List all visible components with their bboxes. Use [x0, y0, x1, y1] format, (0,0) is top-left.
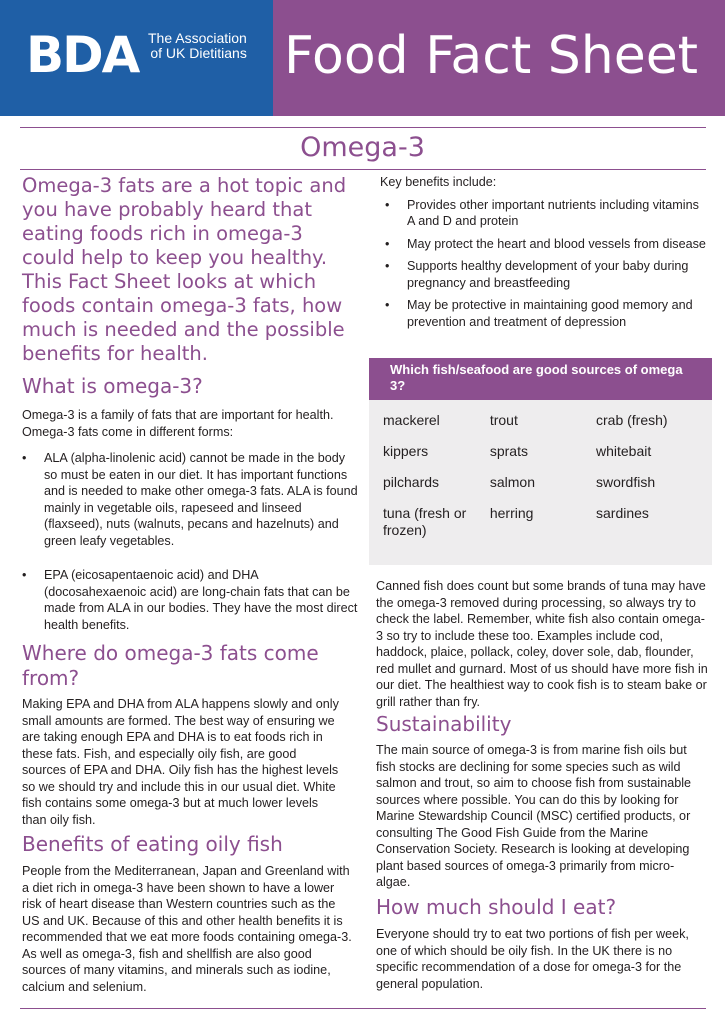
canned-fish-section — [376, 578, 708, 710]
header — [0, 0, 725, 116]
fish-cell: tuna (fresh or frozen) — [383, 505, 467, 538]
fish-table-heading: Which fish/seafood are good sources of omega 3? — [369, 358, 712, 400]
table-row — [383, 443, 703, 474]
list-item: • ALA (alpha-linolenic acid) cannot be made in the body so must be eaten in our diet. It has important functions and is needed to make other omega-3 fats. ALA is found mainly in vegetable oils, rapeseed and linseed (flaxseed), nuts (walnuts, pecans and hazelnuts) and green leafy vegetables. — [22, 450, 358, 549]
sustainability-heading: Sustainability — [376, 712, 512, 736]
bda-logo: BDA — [26, 26, 139, 84]
fish-cell: salmon — [489, 474, 535, 490]
where-from-section — [22, 641, 340, 828]
fish-cell: mackerel — [383, 412, 440, 428]
page-title: Omega-3 — [300, 132, 425, 163]
key-benefits-list — [380, 197, 706, 331]
list-item: • Supports healthy development of your baby during pregnancy and breastfeeding — [385, 258, 706, 291]
what-is-section — [22, 374, 358, 633]
fish-cell: pilchards — [383, 474, 440, 490]
bottom-divider — [20, 1008, 706, 1009]
sustainability-section — [376, 712, 708, 891]
where-from-heading: Where do omega-3 fats come from? — [22, 641, 319, 690]
association-line-1: The Association — [148, 30, 247, 46]
omega-forms-list — [22, 450, 358, 633]
key-benefits-section — [380, 174, 706, 330]
where-from-text: Making EPA and DHA from ALA happens slowly and only small amounts are formed. The best way of ensuring we are taking enough EPA and DHA is to eat foods rich in these fats. Fish, and especially oily fish, are good sources of EPA and DHA. Oily fish has the highest levels so we should try and include this in our usual diet. White fish contains some omega-3 but at much lower levels than oily fish. — [22, 697, 339, 827]
benefits-text: People from the Mediterranean, Japan and Greenland with a diet rich in omega-3 have been shown to have a lower risk of heart disease than Western countries such as the US and UK. Because of this and other health benefits it is recommended that we eat more foods containing omega-3. As well as omega-3, fish and shellfish are also good sources of many vitamins, and minerals such as iodine, calcium and selenium. — [22, 864, 352, 994]
key-benefits-intro: Key benefits include: — [380, 175, 497, 189]
top-divider — [20, 127, 706, 128]
intro-block — [22, 174, 358, 366]
list-item: • Provides other important nutrients including vitamins A and D and protein — [385, 197, 706, 230]
table-row — [383, 412, 703, 443]
fish-cell: sardines — [596, 505, 649, 521]
list-item: • EPA (eicosapentaenoic acid) and DHA (docosahexaenoic acid) are long-chain fats that can be made from ALA in our bodies. They have the most direct health benefits. — [22, 567, 358, 633]
fish-sources-box — [369, 358, 712, 565]
fish-cell: swordfish — [596, 474, 656, 490]
how-much-heading: How much should I eat? — [376, 895, 617, 919]
benefits-section — [22, 832, 352, 995]
sustainability-text: The main source of omega-3 is from marine fish oils but fish stocks are declining for some species such as wild salmon and trout, so aim to choose fish from sustainable sources where possible. You can do this by looking for Marine Stewardship Council (MSC) certified products, or consulting The Good Fish Guide from the Marine Conservation Society. Research is looking at developing plant based sources of omega-3 primarily from micro- algae. — [376, 743, 692, 889]
fish-cell: herring — [489, 505, 534, 521]
fish-cell: sprats — [489, 443, 528, 459]
association-name — [148, 31, 247, 61]
fish-table — [383, 412, 703, 553]
benefits-heading: Benefits of eating oily fish — [22, 832, 283, 856]
fish-cell: trout — [489, 412, 518, 428]
title-divider — [20, 169, 706, 170]
fish-cell: kippers — [383, 443, 429, 459]
table-row — [383, 474, 703, 505]
fish-cell: whitebait — [596, 443, 652, 459]
list-item: • May be protective in maintaining good memory and prevention and treatment of depression — [385, 297, 706, 330]
what-is-heading: What is omega-3? — [22, 374, 203, 398]
how-much-section — [376, 895, 708, 992]
table-row — [383, 505, 703, 553]
list-item: • May protect the heart and blood vessels from disease — [385, 236, 706, 253]
how-much-text: Everyone should try to eat two portions of fish per week, one of which should be oily fish. In the UK there is no specific recommendation of a dose for omega-3 for the general population. — [376, 927, 689, 991]
what-is-text: Omega-3 is a family of fats that are important for health. Omega-3 fats come in different forms: — [22, 408, 334, 439]
association-line-2: of UK Dietitians — [150, 45, 247, 61]
logo-block — [0, 0, 273, 116]
intro-text: Omega-3 fats are a hot topic and you have probably heard that eating foods rich in omega-3 could help to keep you healthy. This Fact Sheet looks at which foods contain omega-3 fats, how much is needed and the possible benefits for health. — [22, 174, 347, 365]
fact-sheet-title: Food Fact Sheet — [284, 26, 699, 86]
canned-fish-text: Canned fish does count but some brands of tuna may have the omega-3 removed during processing, so always try to check the label. Remember, white fish also contain omega-3 so try to include these too. Examples include cod, haddock, plaice, pollack, coley, dover sole, dab, flounder, red mullet and gurnard. Most of us should have more fish in our diet. The healthiest way to cook fish is to steam bake or grill rather than fry. — [376, 579, 708, 709]
fish-cell: crab (fresh) — [596, 412, 668, 428]
